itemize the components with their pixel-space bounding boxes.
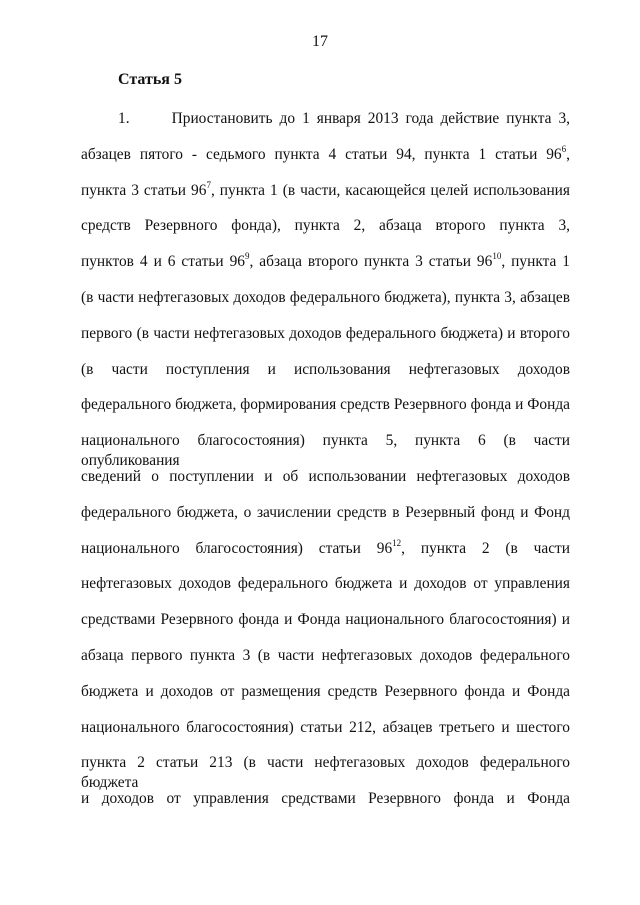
footnote-marker: 7 (206, 179, 211, 190)
paragraph-line (81, 216, 570, 252)
paragraph-line (81, 682, 570, 718)
line-text: и доходов от управления средствами Резервного фонда и Фонда (81, 790, 570, 808)
paragraph-line (81, 610, 570, 646)
paragraph-line (81, 181, 570, 217)
page-number: 17 (312, 33, 328, 50)
line-text: , (566, 145, 570, 163)
paragraph-line (81, 252, 570, 288)
paragraph-number: 1. (118, 110, 130, 127)
line-text: , пункта 2 (в части (401, 539, 570, 557)
line-text: (в части нефтегазовых доходов федерального бюджета), пункта 3, абзацев (81, 288, 570, 306)
line-text: абзацев пятого - седьмого пункта 4 статьи 94, пункта 1 статьи 96 (81, 145, 562, 163)
article-body (81, 109, 570, 825)
line-text: национального благосостояния) статьи 212, абзацев третьего и шестого (81, 718, 570, 736)
line-text: Приостановить до 1 января 2013 года действие пункта 3, (171, 110, 570, 127)
line-text: нефтегазовых доходов федерального бюджета и доходов от управления (81, 575, 570, 593)
line-text: федерального бюджета, формирования средств Резервного фонда и Фонда (81, 396, 570, 414)
line-text: пункта 2 статьи 213 (в части нефтегазовых доходов федерального бюджета (81, 754, 570, 792)
line-text: сведений о поступлении и об использовании нефтегазовых доходов (81, 467, 570, 485)
line-text: национального благосостояния) пункта 5, пункта 6 (в части опубликования (81, 432, 570, 470)
paragraph-line (81, 539, 570, 575)
line-text: средств Резервного фонда), пункта 2, абзаца второго пункта 3, (81, 217, 570, 235)
line-text: национального благосостояния) статьи 96 (81, 539, 393, 557)
paragraph-line (81, 431, 570, 470)
paragraph-line (81, 395, 570, 431)
paragraph-line (81, 718, 570, 754)
line-text: первого (в части нефтегазовых доходов федерального бюджета) и второго (81, 324, 570, 342)
article-heading: Статья 5 (118, 71, 182, 88)
paragraph-line (81, 503, 570, 539)
line-text: федерального бюджета, о зачислении средств в Резервный фонд и Фонд (81, 503, 570, 521)
paragraph-line (81, 109, 570, 145)
line-text: , пункта 1 (в части, касающейся целей использования (210, 181, 570, 199)
line-text: бюджета и доходов от размещения средств Резервного фонда и Фонда (81, 682, 570, 700)
footnote-marker: 9 (244, 251, 250, 262)
footnote-marker: 10 (492, 251, 502, 262)
line-text: средствами Резервного фонда и Фонда национального благосостояния) и (81, 611, 570, 629)
paragraph-line (81, 646, 570, 682)
paragraph-line (81, 145, 570, 181)
footnote-marker: 6 (561, 143, 567, 154)
paragraph-line (81, 753, 570, 792)
paragraph-line (81, 324, 570, 360)
line-text: пунктов 4 и 6 статьи 96 (81, 253, 245, 271)
line-text: , пункта 1 (501, 253, 570, 271)
line-text: (в части поступления и использования нефтегазовых доходов (81, 360, 570, 378)
line-text: абзаца первого пункта 3 (в части нефтегазовых доходов федерального (81, 646, 570, 664)
paragraph-line (81, 574, 570, 610)
footnote-marker: 12 (392, 537, 402, 548)
paragraph-line (81, 789, 570, 825)
line-text: пункта 3 статьи 96 (81, 181, 207, 199)
paragraph-line (81, 288, 570, 324)
paragraph-line (81, 467, 570, 503)
paragraph-line (81, 360, 570, 396)
line-text: , абзаца второго пункта 3 статьи 96 (249, 253, 493, 271)
